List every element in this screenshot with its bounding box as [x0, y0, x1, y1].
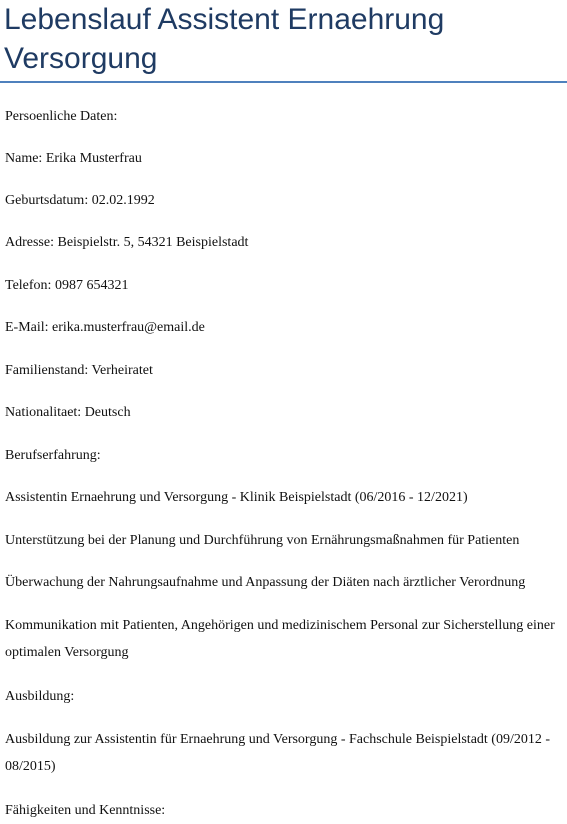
title-divider [0, 81, 567, 83]
section-heading-skills: Fähigkeiten und Kenntnisse: [5, 803, 166, 818]
section-heading-personal-data: Persoenliche Daten: [5, 109, 118, 124]
section-heading-work-experience: Berufserfahrung: [5, 448, 101, 463]
address-line: Adresse: Beispielstr. 5, 54321 Beispielstadt [5, 235, 249, 250]
job-duty-line-3: Kommunikation mit Patienten, Angehörigen und medizinischem Personal zur Sicherstellung einer optimalen Versorgung [5, 618, 555, 660]
document-title: Lebenslauf Assistent Ernaehrung Versorgung [4, 3, 445, 75]
nationality-line: Nationalitaet: Deutsch [5, 405, 131, 420]
name-line: Name: Erika Musterfrau [5, 151, 142, 166]
marital-status-line: Familienstand: Verheiratet [5, 363, 153, 378]
job-duty-line-2: Überwachung der Nahrungsaufnahme und Anpassung der Diäten nach ärztlicher Verordnung [5, 575, 526, 590]
birthdate-line: Geburtsdatum: 02.02.1992 [5, 193, 155, 208]
section-heading-education: Ausbildung: [5, 689, 75, 704]
job-duty-line-1: Unterstützung bei der Planung und Durchführung von Ernährungsmaßnahmen für Patienten [5, 533, 520, 548]
job-title-line: Assistentin Ernaehrung und Versorgung - Klinik Beispielstadt (06/2016 - 12/2021) [5, 490, 468, 505]
email-line: E-Mail: erika.musterfrau@email.de [5, 320, 205, 335]
education-entry: Ausbildung zur Assistentin für Ernaehrung und Versorgung - Fachschule Beispielstadt (09/2012 - 08/2015) [5, 732, 551, 774]
phone-line: Telefon: 0987 654321 [5, 278, 129, 293]
